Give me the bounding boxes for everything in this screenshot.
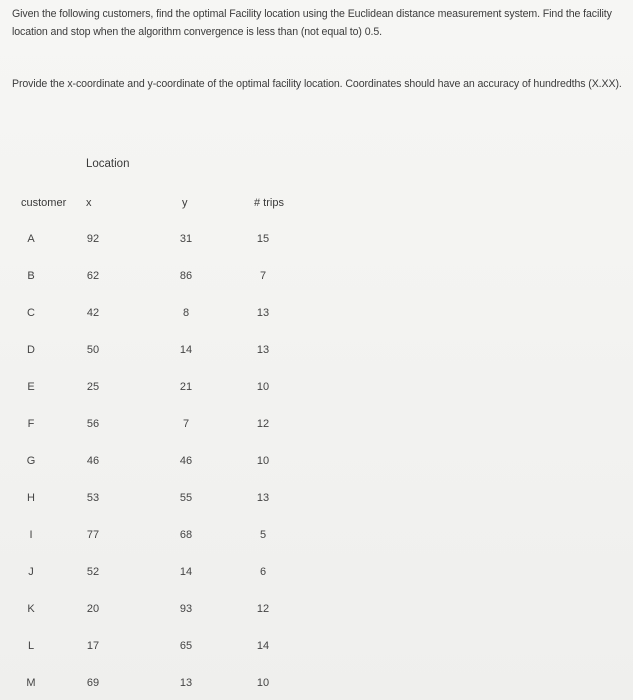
customer-cell: M (26, 677, 36, 689)
x-cell: 77 (86, 529, 100, 541)
x-cell: 69 (86, 677, 100, 689)
customer-cell: L (27, 640, 35, 652)
y-cell: 68 (179, 529, 193, 541)
customer-cell: C (27, 307, 35, 319)
trips-cell: 7 (259, 270, 267, 282)
trips-cell: 13 (256, 492, 270, 504)
y-cell: 14 (179, 566, 193, 578)
customer-cell: B (27, 270, 35, 282)
trips-cell: 15 (256, 233, 270, 245)
trips-cell: 10 (256, 677, 270, 689)
trips-cell: 10 (256, 381, 270, 393)
customer-column-header: customer (21, 197, 67, 209)
y-cell: 31 (179, 233, 193, 245)
customer-cell: J (28, 566, 34, 578)
x-cell: 56 (86, 418, 100, 430)
y-cell: 7 (182, 418, 190, 430)
trips-cell: 12 (256, 418, 270, 430)
customer-cell: D (27, 344, 35, 356)
trips-cell: 6 (259, 566, 267, 578)
x-cell: 17 (86, 640, 100, 652)
x-cell: 20 (86, 603, 100, 615)
trips-cell: 13 (256, 344, 270, 356)
y-cell: 14 (179, 344, 193, 356)
customer-cell: F (27, 418, 35, 430)
y-column-header: y (182, 197, 188, 209)
x-cell: 53 (86, 492, 100, 504)
x-cell: 92 (86, 233, 100, 245)
y-cell: 21 (179, 381, 193, 393)
trips-cell: 14 (256, 640, 270, 652)
question-paragraph-2: Provide the x-coordinate and y-coordinate of the optimal facility location. Coordinates should have an accuracy of hundredths (X.XX). (12, 78, 622, 90)
y-cell: 46 (179, 455, 193, 467)
customer-cell: I (29, 529, 33, 541)
x-cell: 62 (86, 270, 100, 282)
x-cell: 50 (86, 344, 100, 356)
location-group-header: Location (86, 158, 130, 170)
trips-cell: 10 (256, 455, 270, 467)
question-paragraph-1: Given the following customers, find the optimal Facility location using the Euclidean distance measurement system. Find the facility location and stop when the algorithm convergence is less than (not equal to) 0.5. (12, 8, 612, 38)
x-column-header: x (86, 197, 92, 209)
customer-cell: G (26, 455, 36, 467)
trips-cell: 5 (259, 529, 267, 541)
y-cell: 65 (179, 640, 193, 652)
y-cell: 8 (182, 307, 190, 319)
y-cell: 86 (179, 270, 193, 282)
x-cell: 46 (86, 455, 100, 467)
trips-column-header: # trips (254, 197, 284, 209)
x-cell: 52 (86, 566, 100, 578)
y-cell: 93 (179, 603, 193, 615)
trips-cell: 13 (256, 307, 270, 319)
customer-cell: K (27, 603, 35, 615)
y-cell: 13 (179, 677, 193, 689)
customer-cell: A (27, 233, 35, 245)
trips-cell: 12 (256, 603, 270, 615)
x-cell: 42 (86, 307, 100, 319)
customer-cell: H (27, 492, 35, 504)
y-cell: 55 (179, 492, 193, 504)
customer-cell: E (27, 381, 35, 393)
x-cell: 25 (86, 381, 100, 393)
